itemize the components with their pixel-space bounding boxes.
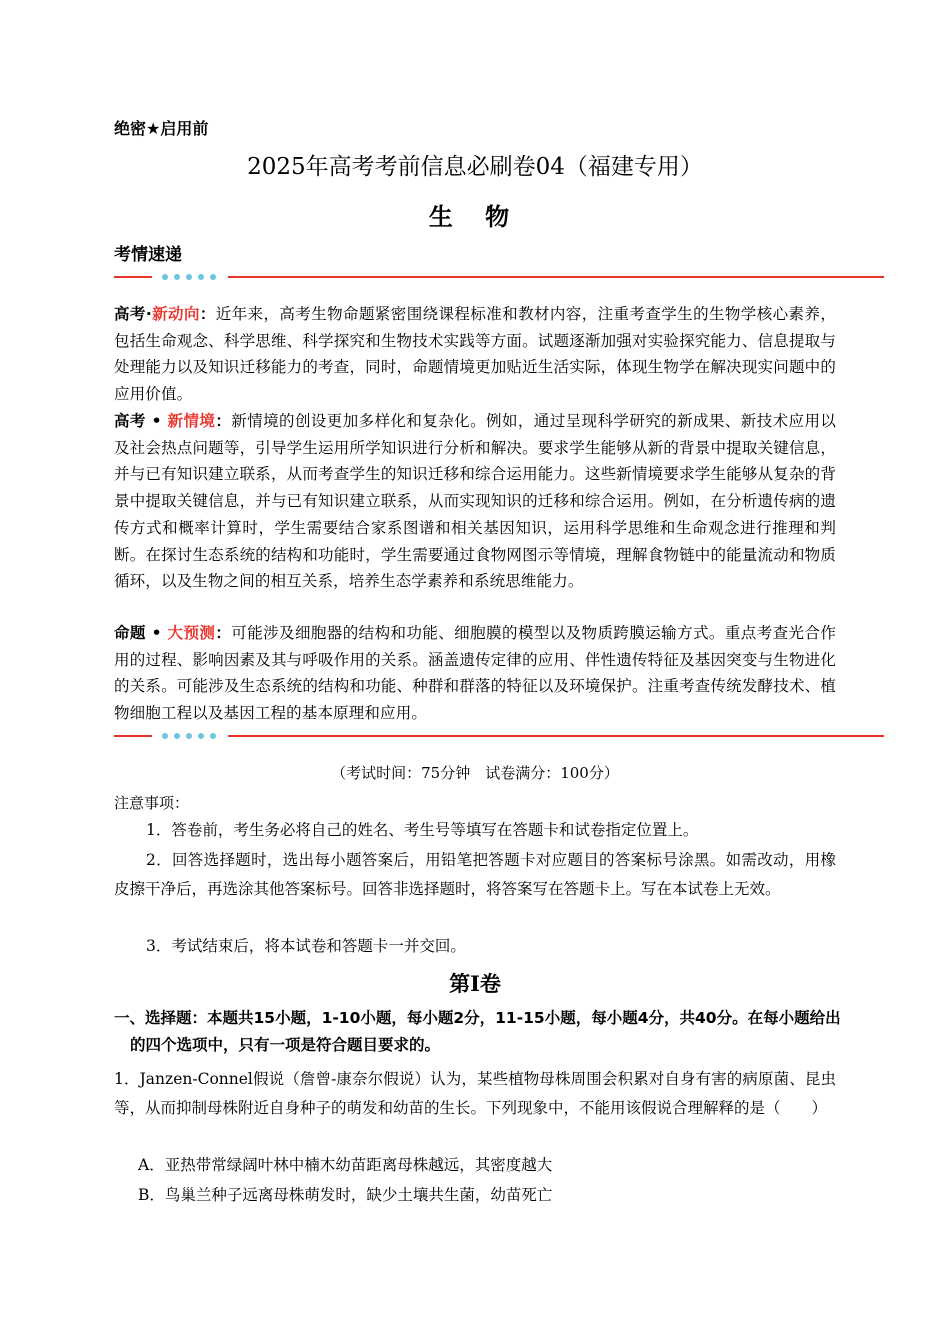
answer-option: B．鸟巢兰种子远离母株萌发时，缺少土壤共生菌，幼苗死亡: [138, 1186, 553, 1204]
overview-text: 可能涉及细胞器的结构和功能、细胞膜的模型以及物质跨膜运输方式。重点考查光合作用的过程、影响因素及其与呼吸作用的关系。涵盖遗传定律的应用、伴性遗传特征及基因突变与生物进化的关系。可能涉及生态系统的结构和功能、种群和群落的特征以及环境保护。注重考查传统发酵技术、植物细胞工程以及基因工程的基本原理和应用。: [114, 624, 837, 723]
divider-line-left: [114, 276, 152, 278]
divider-dot: [174, 274, 180, 280]
confidential-label: 绝密★启用前: [114, 119, 209, 138]
divider-line-right: [228, 276, 884, 278]
divider-dot: [186, 274, 192, 280]
question-stem: 1．Janzen-Connel假说（詹曾-康奈尔假说）认为，某些植物母株周围会积累对自身有害的病原菌、昆虫等，从而抑制母株附近自身种子的萌发和幼苗的生长。下列现象中，不能用该假说合理解释的是（ ）: [114, 1070, 836, 1117]
divider-dot: [198, 274, 204, 280]
divider-line-right: [228, 735, 884, 737]
overview-context-paragraph: [114, 408, 836, 595]
overview-text: 新情境的创设更加多样化和复杂化。例如，通过呈现科学研究的新成果、新技术应用以及社会热点问题等，引导学生运用所学知识进行分析和解决。要求学生能够从新的背景中提取关键信息，并与已有知识建立联系，从而考查学生的知识迁移和综合运用能力。这些新情境要求学生能够从复杂的背景中提取关键信息，并与已有知识建立联系，从而实现知识的迁移和综合运用。例如，在分析遗传病的遗传方式和概率计算时，学生需要结合家系图谱和相关基因知识，运用科学思维和生命观念进行推理和判断。在探讨生态系统的结构和功能时，学生需要通过食物网图示等情境，理解食物链中的能量流动和物质循环，以及生物之间的相互关系，培养生态学素养和系统思维能力。: [114, 412, 837, 591]
decorative-divider-bottom: [114, 731, 884, 741]
paper-title: 2025年高考考前信息必刷卷04（福建专用）: [247, 154, 703, 180]
note-item: 3．考试结束后，将本试卷和答题卡一并交回。: [146, 937, 466, 955]
notes-heading: 注意事项：: [114, 794, 190, 812]
overview-text: 近年来，高考生物命题紧密围绕课程标准和教材内容，注重考查学生的生物学核心素养，包括生命观念、科学思维、科学探究和生物技术实践等方面。试题逐渐加强对实验探究能力、信息提取与处理能力以及知识迁移能力的考查，同时，命题情境更加贴近生活实际，体现生物学在解决现实问题中的应用价值。: [114, 305, 837, 404]
section-instruction: 一、选择题：本题共15小题，1-10小题，每小题2分，11-15小题，每小题4分，共40分。在每小题给出的四个选项中，只有一项是符合题目要求的。: [114, 1009, 841, 1054]
part-title: 第Ⅰ卷: [449, 971, 501, 996]
divider-dot: [210, 274, 216, 280]
divider-dot: [210, 733, 216, 739]
exam-time-info: （考试时间：75分钟 试卷满分：100分）: [331, 764, 619, 782]
divider-dot: [162, 274, 168, 280]
overview-heading: 考情速递: [114, 245, 182, 265]
divider-dot: [162, 733, 168, 739]
answer-option: A．亚热带常绿阔叶林中楠木幼苗距离母株越远，其密度越大: [138, 1156, 553, 1174]
note-item: 1．答卷前，考生务必将自己的姓名、考生号等填写在答题卡和试卷指定位置上。: [146, 821, 699, 839]
decorative-divider-top: [114, 272, 884, 282]
overview-prediction-paragraph: [114, 620, 836, 727]
divider-dot: [174, 733, 180, 739]
divider-dot: [186, 733, 192, 739]
overview-label: 命题 • 大预测：: [114, 624, 232, 642]
divider-dot: [198, 733, 204, 739]
overview-label: 高考 • 新情境：: [114, 412, 232, 430]
overview-label: 高考·新动向：: [114, 305, 216, 323]
note-item: 2．回答选择题时，选出每小题答案后，用铅笔把答题卡对应题目的答案标号涂黑。如需改动，用橡皮擦干净后，再选涂其他答案标号。回答非选择题时，将答案写在答题卡上。写在本试卷上无效。: [114, 851, 836, 898]
subject-title: 生 物: [428, 202, 522, 231]
overview-trend-paragraph: [114, 301, 836, 408]
divider-line-left: [114, 735, 152, 737]
